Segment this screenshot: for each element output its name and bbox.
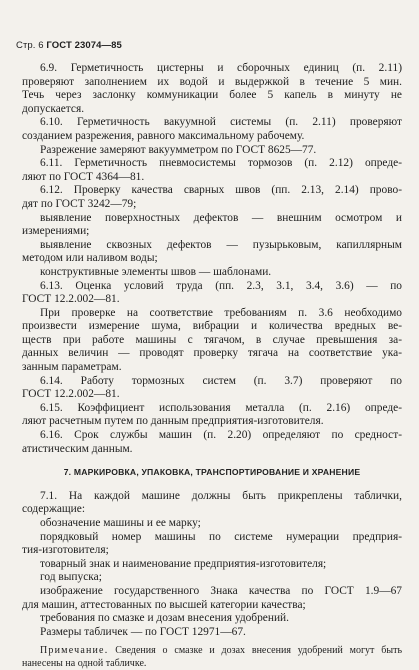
text-line: 6.13. Оценка условий труда (пп. 2.3, 3.1, 3.4, 3.6) — по: [40, 279, 402, 292]
text-line: 6.9. Герметичность цистерны и сборочных единиц (п. 2.11): [40, 62, 402, 74]
text-line: Разрежение замеряют вакуумметром по ГОСТ 8625—77.: [40, 143, 317, 156]
page-header: [16, 40, 122, 51]
text-line: обозначение машины и ее марку;: [40, 517, 201, 529]
text-line: выявление сквозных дефектов — пузырьковым, капиллярным: [40, 238, 402, 251]
text-line: ляют расчетным путем по данным предприятия-изготовителя.: [22, 415, 324, 428]
text-line: 6.11. Герметичность пневмосистемы тормозов (п. 2.12) опреде-: [40, 157, 402, 170]
text-line: дят по ГОСТ 3242—79;: [22, 197, 137, 210]
text-line: тия-изготовителя;: [22, 544, 109, 557]
text-line: изображение государственного Знака качества по ГОСТ 1.9—67: [40, 584, 402, 597]
text-line: допускается.: [22, 102, 85, 115]
text-line: 6.16. Срок службы машин (п. 2.20) определяют по средност-: [40, 429, 402, 442]
page-number: Стр. 6: [16, 40, 44, 51]
text-line: для машин, аттестованных по высшей категории качества;: [22, 598, 306, 611]
text-line: товарный знак и наименование предприятия-изготовителя;: [40, 557, 327, 570]
section-heading: 7. МАРКИРОВКА, УПАКОВКА, ТРАНСПОРТИРОВАНИЕ И ХРАНЕНИЕ: [63, 467, 361, 478]
note-line: нанесены на одной табличке.: [22, 657, 147, 669]
text-line: Течь через заслонку коммуникации более 5 капель в минуту не: [22, 89, 402, 102]
standard-number: ГОСТ 23074—85: [46, 40, 122, 51]
text-line: ГОСТ 12.2.002—81.: [22, 388, 120, 401]
text-line: проверяют заполнением их водой и выдержкой в течение 5 мин.: [22, 75, 402, 88]
text-line: ществ при работе машины с тягачом, в случае превышения за-: [22, 333, 402, 346]
text-line: порядковый номер машины по системе нумерации предприя-: [40, 530, 402, 543]
text-line: методом или наливом воды;: [22, 252, 158, 265]
text-line: измерениями;: [22, 225, 90, 238]
text-line: требования по смазке и дозам внесения удобрений.: [40, 612, 289, 625]
text-line: 6.14. Работу тормозных систем (п. 3.7) проверяют по: [40, 374, 402, 387]
text-line: выявление поверхностных дефектов — внешним осмотром и: [40, 211, 402, 224]
text-line: произвести измерение шума, вибрации и количества вредных ве-: [22, 320, 402, 333]
text-line: атистическим данным.: [22, 442, 133, 455]
note-text: Сведения о смазке и дозах внесения удобрений могут быть: [115, 645, 402, 657]
note-line: [22, 645, 402, 658]
text-line: Размеры табличек — по ГОСТ 12971—67.: [40, 625, 246, 638]
text-line: 7.1. На каждой машине должны быть прикреплены таблички,: [40, 489, 402, 502]
text-line: данных величин — проводят проверку тягача на соответствие ука-: [22, 347, 402, 360]
text-line: конструктивные элементы швов — шаблонами.: [40, 265, 272, 278]
text-line: 6.12. Проверку качества сварных швов (пп. 2.13, 2.14) прово-: [40, 184, 402, 197]
note-label: Примечание.: [40, 645, 109, 657]
text-line: занным параметрам.: [22, 361, 122, 374]
text-line: 6.15. Коэффициент использования металла (п. 2.16) опреде-: [40, 401, 402, 414]
text-line: При проверке на соответствие требованиям п. 3.6 необходимо: [40, 306, 402, 319]
text-line: содержащие:: [22, 503, 85, 516]
text-line: созданием разрежения, равного максимальному рабочему.: [22, 129, 305, 142]
text-line: ГОСТ 12.2.002—81.: [22, 293, 120, 306]
text-line: 6.10. Герметичность вакуумной системы (п. 2.11) проверяют: [40, 116, 402, 129]
text-line: год выпуска;: [40, 571, 102, 584]
text-line: ляют по ГОСТ 4364—81.: [22, 170, 145, 183]
body-text: [22, 62, 402, 670]
